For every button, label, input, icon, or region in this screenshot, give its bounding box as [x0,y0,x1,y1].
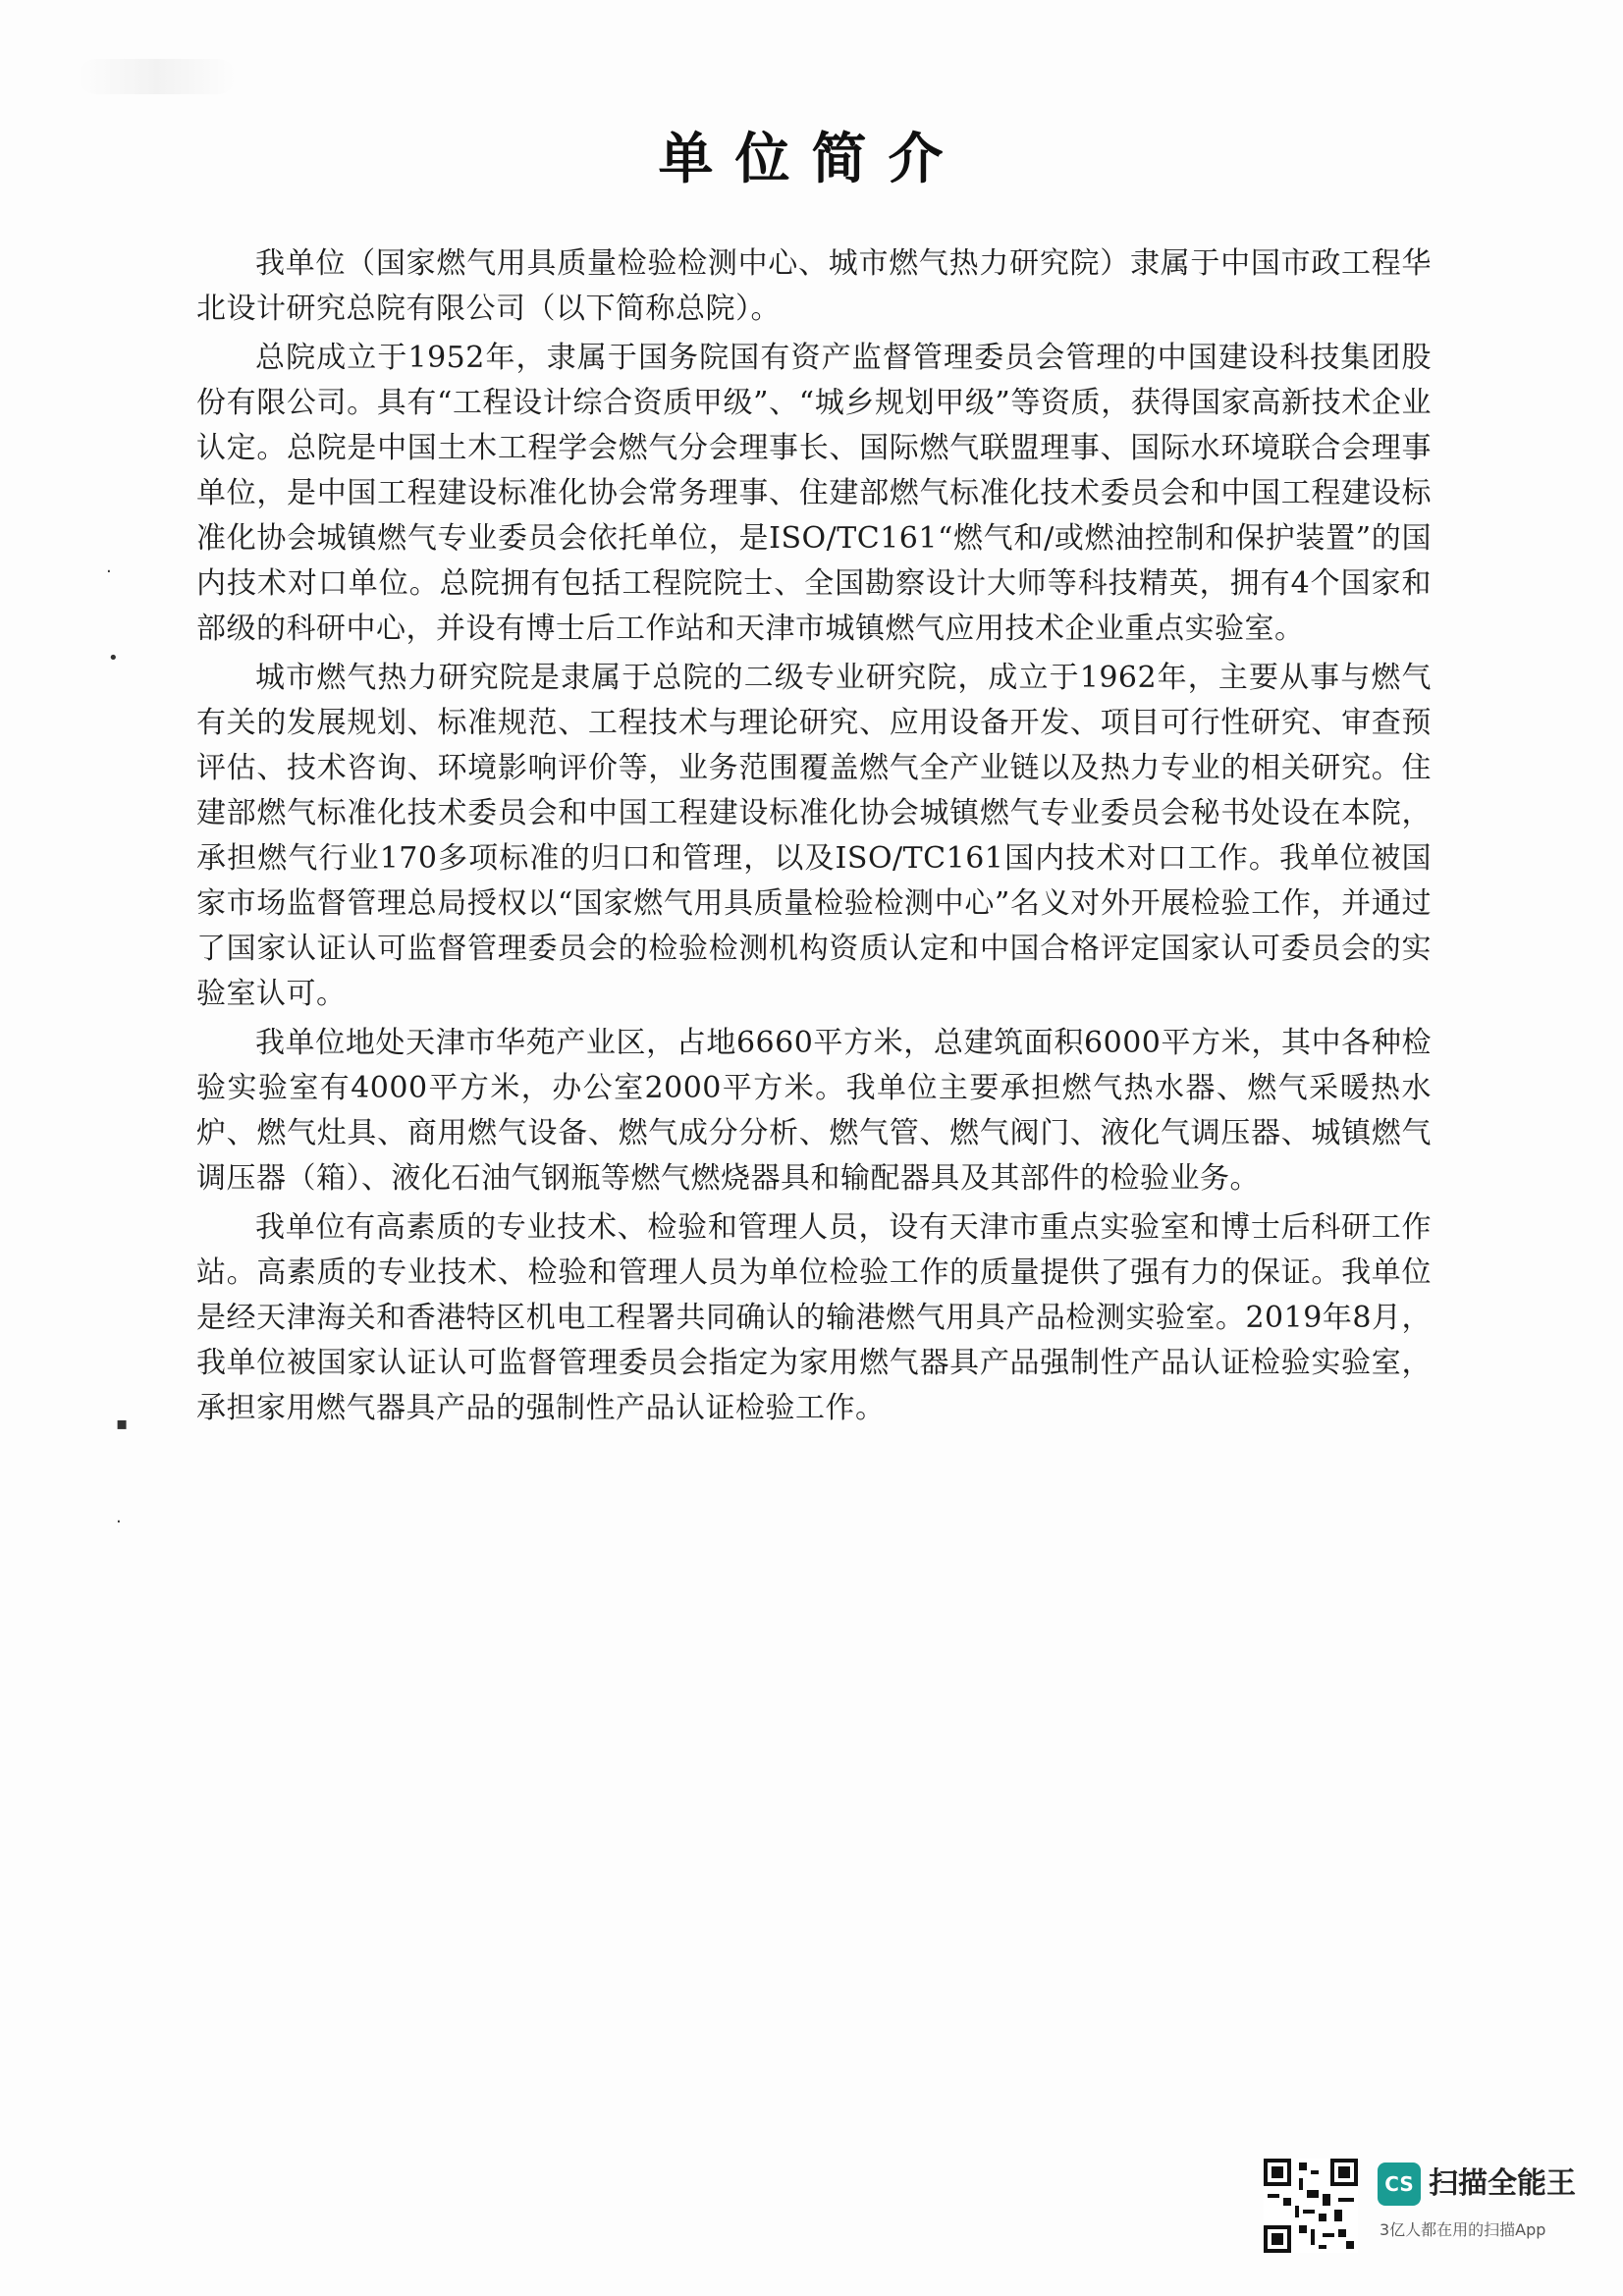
scanner-watermark [1264,2159,1597,2257]
camscanner-logo-icon: CS [1378,2163,1421,2206]
paragraph-4: 我单位地处天津市华苑产业区，占地6660平方米，总建筑面积6000平方米，其中各种检验实验室有4000平方米，办公室2000平方米。我单位主要承担燃气热水器、燃气采暖热水炉、燃气灶具、商用燃气设备、燃气成分分析、燃气管、燃气阀门、液化气调压器、城镇燃气调压器（箱）、液化石油气钢瓶等燃气燃烧器具和输配器具及其部件的检验业务。 [196,1026,1432,1196]
margin-mark: · [116,1512,122,1532]
qr-code-icon [1264,2159,1358,2253]
paragraph-3: 城市燃气热力研究院是隶属于总院的二级专业研究院，成立于1962年，主要从事与燃气有关的发展规划、标准规范、工程技术与理论研究、应用设备开发、项目可行性研究、审查预评估、技术咨询、环境影响评价等，业务范围覆盖燃气全产业链以及热力专业的相关研究。住建部燃气标准化技术委员会和中国工程建设标准化协会城镇燃气专业委员会秘书处设在本院，承担燃气行业170多项标准的归口和管理，以及ISO/TC161国内技术对口工作。我单位被国家市场监督管理总局授权以“国家燃气用具质量检验检测中心”名义对外开展检验工作，并通过了国家认证认可监督管理委员会的检验检测机构资质认定和中国合格评定国家认可委员会的实验室认可。 [196,661,1432,1011]
margin-mark: · [106,561,112,582]
watermark-tagline: 3亿人都在用的扫描App [1380,2220,1546,2239]
watermark-app-name: 扫描全能王 [1429,2166,1576,2201]
margin-mark: • [108,648,119,668]
document-body [196,241,1432,1435]
paragraph-5: 我单位有高素质的专业技术、检验和管理人员，设有天津市重点实验室和博士后科研工作站。高素质的专业技术、检验和管理人员为单位检验工作的质量提供了强有力的保证。我单位是经天津海关和香港特区机电工程署共同确认的输港燃气用具产品检测实验室。2019年8月，我单位被国家认证认可监督管理委员会指定为家用燃气器具产品强制性产品认证检验实验室，承担家用燃气器具产品的强制性产品认证检验工作。 [196,1210,1432,1425]
paragraph-1: 我单位（国家燃气用具质量检验检测中心、城市燃气热力研究院）隶属于中国市政工程华北设计研究总院有限公司（以下简称总院）。 [196,246,1432,326]
margin-mark: ▪ [116,1414,129,1434]
paragraph-2: 总院成立于1952年，隶属于国务院国有资产监督管理委员会管理的中国建设科技集团股份有限公司。具有“工程设计综合资质甲级”、“城乡规划甲级”等资质，获得国家高新技术企业认定。总院是中国土木工程学会燃气分会理事长、国际燃气联盟理事、国际水环境联合会理事单位，是中国工程建设标准化协会常务理事、住建部燃气标准化技术委员会和中国工程建设标准化协会城镇燃气专业委员会依托单位，是ISO/TC161“燃气和/或燃油控制和保护装置”的国内技术对口单位。总院拥有包括工程院院士、全国勘察设计大师等科技精英，拥有4个国家和部级的科研中心，并设有博士后工作站和天津市城镇燃气应用技术企业重点实验室。 [196,341,1432,646]
scan-smudge [79,59,236,94]
page-title: 单位简介 [658,128,965,191]
